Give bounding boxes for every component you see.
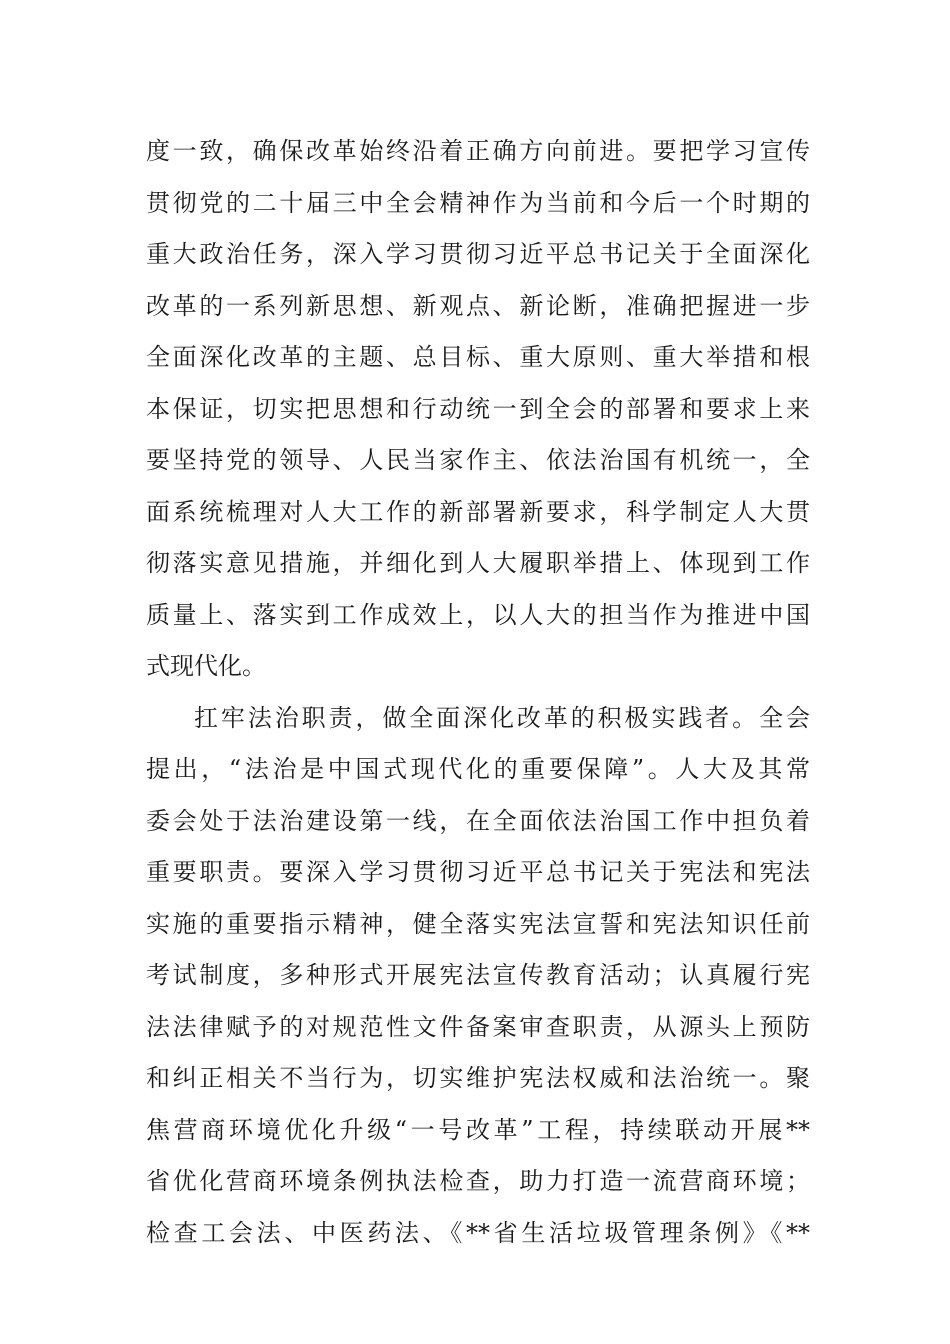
text-line: 委会处于法治建设第一线，在全面依法治国工作中担负着	[146, 806, 810, 835]
text-line: 式现代化。	[146, 652, 266, 680]
text-line: 重大政治任务，深入学习贯彻习近平总书记关于全面深化	[146, 240, 810, 268]
text-line: 要坚持党的领导、人民当家作主、依法治国有机统一，全	[146, 446, 810, 474]
text-line: 本保证，切实把思想和行动统一到全会的部署和要求上来	[146, 394, 810, 423]
text-line: 省优化营商环境条例执法检查，助力打造一流营商环境；	[146, 1167, 810, 1195]
text-line: 贯彻党的二十届三中全会精神作为当前和今后一个时期的	[146, 188, 810, 217]
paragraph-first-line: 扛牢法治职责，做全面深化改革的积极实践者。全会	[194, 703, 810, 732]
text-line: 检查工会法、中医药法、《**省生活垃圾管理条例》《**	[146, 1218, 810, 1247]
text-line: 和纠正相关不当行为，切实维护宪法权威和法治统一。聚	[146, 1064, 810, 1092]
text-line: 重要职责。要深入学习贯彻习近平总书记关于宪法和宪法	[146, 858, 810, 886]
text-line: 全面深化改革的主题、总目标、重大原则、重大举措和根	[146, 343, 810, 371]
text-line: 焦营商环境优化升级“一号改革”工程，持续联动开展**	[146, 1115, 810, 1144]
text-line: 提出，“法治是中国式现代化的重要保障”。人大及其常	[146, 755, 810, 783]
body-text	[146, 126, 810, 1259]
text-line: 面系统梳理对人大工作的新部署新要求，科学制定人大贯	[146, 497, 810, 526]
text-line: 考试制度，多种形式开展宪法宣传教育活动；认真履行宪	[146, 961, 810, 989]
text-line: 彻落实意见措施，并细化到人大履职举措上、体现到工作	[146, 549, 810, 577]
text-line: 法法律赋予的对规范性文件备案审查职责，从源头上预防	[146, 1012, 810, 1041]
text-line: 实施的重要指示精神，健全落实宪法宣誓和宪法知识任前	[146, 909, 810, 938]
text-line: 度一致，确保改革始终沿着正确方向前进。要把学习宣传	[146, 137, 810, 165]
text-line: 质量上、落实到工作成效上，以人大的担当作为推进中国	[146, 600, 810, 629]
text-line: 改革的一系列新思想、新观点、新论断，准确把握进一步	[146, 291, 810, 320]
